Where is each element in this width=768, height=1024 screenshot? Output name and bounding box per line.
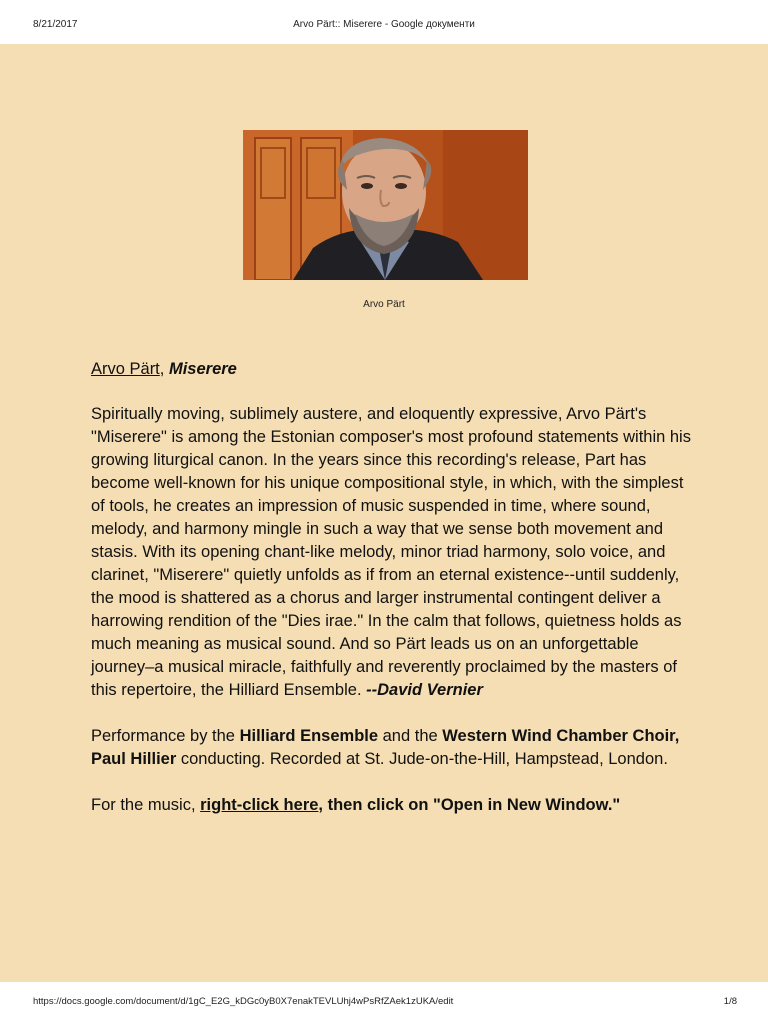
music-paragraph [91,794,691,817]
ensemble-name: Hilliard Ensemble [239,727,379,745]
portrait-image [243,130,528,280]
document-url: https://docs.google.com/document/d/1gC_E2G_kDGc0yB0X7enakTEVLUhj4wPsRfZAek1zUKA/edit [33,996,454,1007]
document-title: Arvo Pärt:: Miserere - Google документи [293,19,475,30]
composer-link[interactable]: Arvo Pärt [91,360,160,378]
performance-paragraph [91,725,691,771]
performance-text-2: and the [378,727,443,745]
article-heading [91,358,691,381]
print-date: 8/21/2017 [33,19,78,30]
review-paragraph [91,403,691,702]
document-page [0,44,768,982]
music-instruction: , then click on "Open in New Window." [318,796,621,814]
music-text-1: For the music, [91,796,201,814]
print-footer [0,982,768,1024]
photo-caption: Arvo Pärt [363,299,405,310]
review-author: --David Vernier [366,681,483,699]
performance-text-3: conducting. Recorded at St. Jude-on-the-Hill, Hampstead, London. [176,750,668,768]
page-counter: 1/8 [723,996,737,1007]
music-link[interactable]: right-click here [200,796,319,814]
review-text: Spiritually moving, sublimely austere, and eloquently expressive, Arvo Pärt's "Miserere" is among the Estonian composer's most profound statements within his growing liturgical canon. In the years since this recording's release, Part has become well-known for his unique compositional style, in which, with the simplest of tools, he creates an impression of music suspended in time, where sound, melody, and harmony mingle in such a way that we sense both movement and stasis. With its opening chant-like melody, minor triad harmony, solo voice, and clarinet, "Miserere" quietly unfolds as if from an eternal existence--until suddenly, the mood is shattered as a chorus and larger instrumental contingent deliver a harrowing rendition of the "Dies irae." In the calm that follows, quietness holds as much meaning as musical sound. And so Pärt leads us on an unforgettable journey‒a musical miracle, faithfully and reverently proclaimed by the masters of this repertoire, the Hilliard Ensemble. [91,405,691,699]
heading-separator: , [159,360,165,378]
print-header [0,0,768,44]
portrait-photo [243,130,528,280]
choir-name: Western Wind Chamber Choir, Paul Hillier [91,727,680,768]
performance-text-1: Performance by the [91,727,240,745]
article-body [91,358,691,840]
work-title: Miserere [168,360,237,378]
